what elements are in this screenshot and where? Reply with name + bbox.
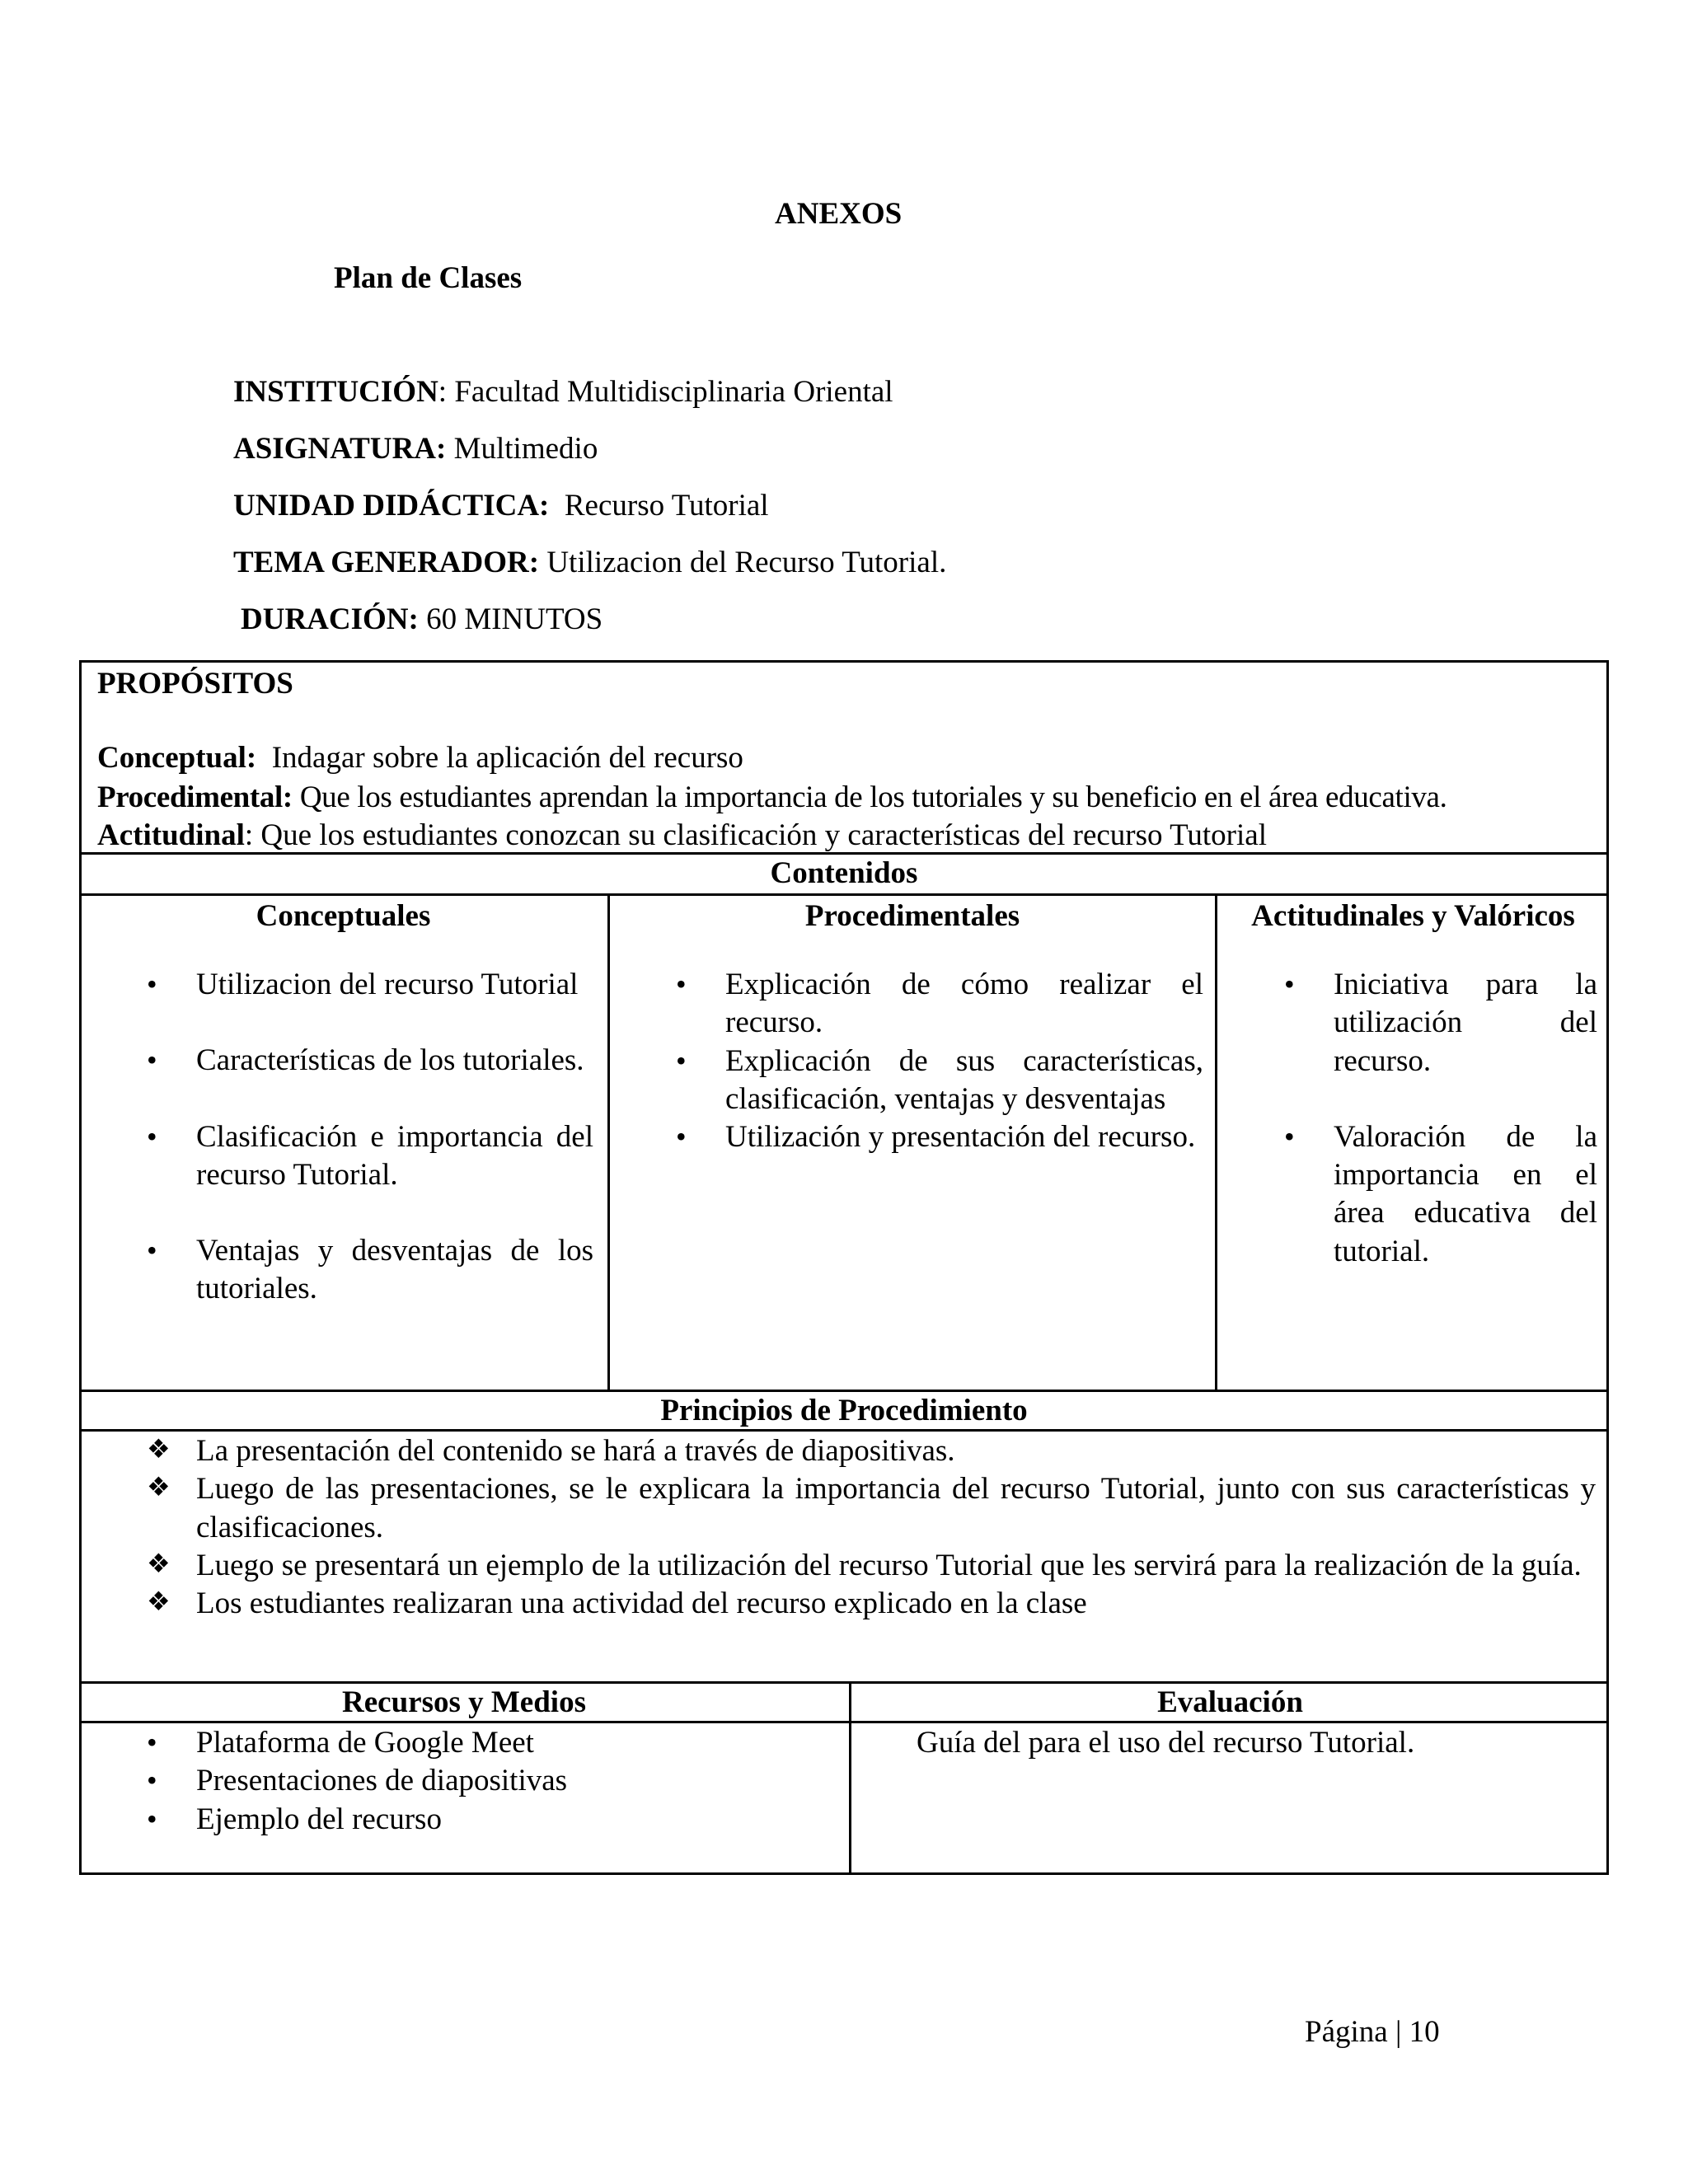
- list-item: ❖ La presentación del contenido se hará a través de diapositivas.: [196, 1432, 1596, 1470]
- proposito-conceptual: [97, 739, 743, 777]
- list-item: • Iniciativa para la utilización del recurso.: [1334, 966, 1597, 1080]
- meta-unidad: [233, 487, 769, 525]
- meta-asignatura: [233, 430, 598, 468]
- propositos-title: PROPÓSITOS: [97, 667, 293, 701]
- proposito-text: Que los estudiantes conozcan su clasificación y características del recurso Tutorial: [260, 818, 1267, 852]
- proposito-label: Conceptual:: [97, 741, 257, 775]
- contenidos-title: Contenidos: [770, 856, 918, 890]
- proposito-text: Que los estudiantes aprendan la importancia de los tutoriales y su beneficio en el área educativa.: [299, 780, 1447, 814]
- subheading: Plan de Clases: [334, 261, 523, 295]
- rule: [607, 893, 610, 1390]
- footer-label: Página: [1305, 2015, 1388, 2049]
- list-item: • Ventajas y desventajas de los tutoriales.: [196, 1232, 593, 1309]
- evaluacion-text: Guía del para el uso del recurso Tutorial.: [917, 1726, 1415, 1760]
- meta-value: 60 MINUTOS: [426, 602, 603, 636]
- list-item: ❖ Los estudiantes realizaran una actividad del recurso explicado en la clase: [196, 1585, 1596, 1623]
- proposito-sep: :: [244, 818, 254, 852]
- meta-tema: [233, 544, 946, 582]
- list-item: • Características de los tutoriales.: [196, 1042, 593, 1080]
- list-item: • Valoración de la importancia en el área educativa del tutorial.: [1334, 1118, 1597, 1271]
- page-number: 10: [1409, 2015, 1440, 2049]
- proposito-procedimental: [97, 779, 1447, 817]
- conceptuales-list: [196, 966, 593, 1309]
- list-item: ❖ Luego de las presentaciones, se le explicara la importancia del recurso Tutorial, junto con sus características y clasificaciones.: [196, 1470, 1596, 1547]
- list-item: • Ejemplo del recurso: [196, 1801, 823, 1839]
- page-footer: [1305, 2013, 1440, 2051]
- proposito-actitudinal: [97, 817, 1267, 855]
- proposito-text: Indagar sobre la aplicación del recurso: [271, 741, 743, 775]
- actitudinales-list: [1334, 966, 1597, 1271]
- principios-list: [196, 1432, 1596, 1623]
- heading: ANEXOS: [775, 197, 903, 231]
- rule: [1215, 893, 1217, 1390]
- list-item: • Utilizacion del recurso Tutorial: [196, 966, 593, 1004]
- procedimentales-list: [725, 966, 1203, 1156]
- list-item: ❖ Luego se presentará un ejemplo de la utilización del recurso Tutorial que les servirá para la realización de la guía.: [196, 1547, 1596, 1585]
- meta-value: Multimedio: [453, 432, 598, 466]
- meta-label: DURACIÓN:: [241, 602, 419, 636]
- rule: [79, 893, 1609, 896]
- meta-sep: :: [438, 375, 448, 409]
- list-item: • Utilización y presentación del recurso.: [725, 1118, 1203, 1156]
- recursos-title: Recursos y Medios: [342, 1685, 586, 1719]
- recursos-list: [196, 1724, 823, 1839]
- meta-label: UNIDAD DIDÁCTICA:: [233, 489, 550, 523]
- meta-value: Utilizacion del Recurso Tutorial.: [546, 546, 947, 579]
- list-item: • Plataforma de Google Meet: [196, 1724, 823, 1762]
- meta-label: TEMA GENERADOR:: [233, 546, 540, 579]
- proposito-label: Procedimental:: [97, 780, 293, 814]
- meta-label: INSTITUCIÓN: [233, 375, 438, 409]
- col-header-actitudinales: Actitudinales y Valóricos: [1251, 899, 1575, 933]
- principios-title: Principios de Procedimiento: [660, 1394, 1028, 1427]
- meta-label: ASIGNATURA:: [233, 432, 447, 466]
- col-header-conceptuales: Conceptuales: [256, 899, 431, 933]
- meta-value: Facultad Multidisciplinaria Oriental: [454, 375, 893, 409]
- proposito-label: Actitudinal: [97, 818, 245, 852]
- list-item: • Explicación de sus características, clasificación, ventajas y desventajas: [725, 1043, 1203, 1119]
- list-item: • Explicación de cómo realizar el recurso.: [725, 966, 1203, 1043]
- footer-sep: |: [1395, 2015, 1402, 2049]
- meta-value: Recurso Tutorial: [564, 489, 769, 523]
- col-header-procedimentales: Procedimentales: [804, 899, 1020, 933]
- meta-institucion: [233, 373, 893, 411]
- list-item: • Clasificación e importancia del recurso Tutorial.: [196, 1118, 593, 1195]
- list-item: • Presentaciones de diapositivas: [196, 1762, 823, 1800]
- evaluacion-title: Evaluación: [1157, 1685, 1303, 1719]
- meta-duracion: [241, 601, 603, 639]
